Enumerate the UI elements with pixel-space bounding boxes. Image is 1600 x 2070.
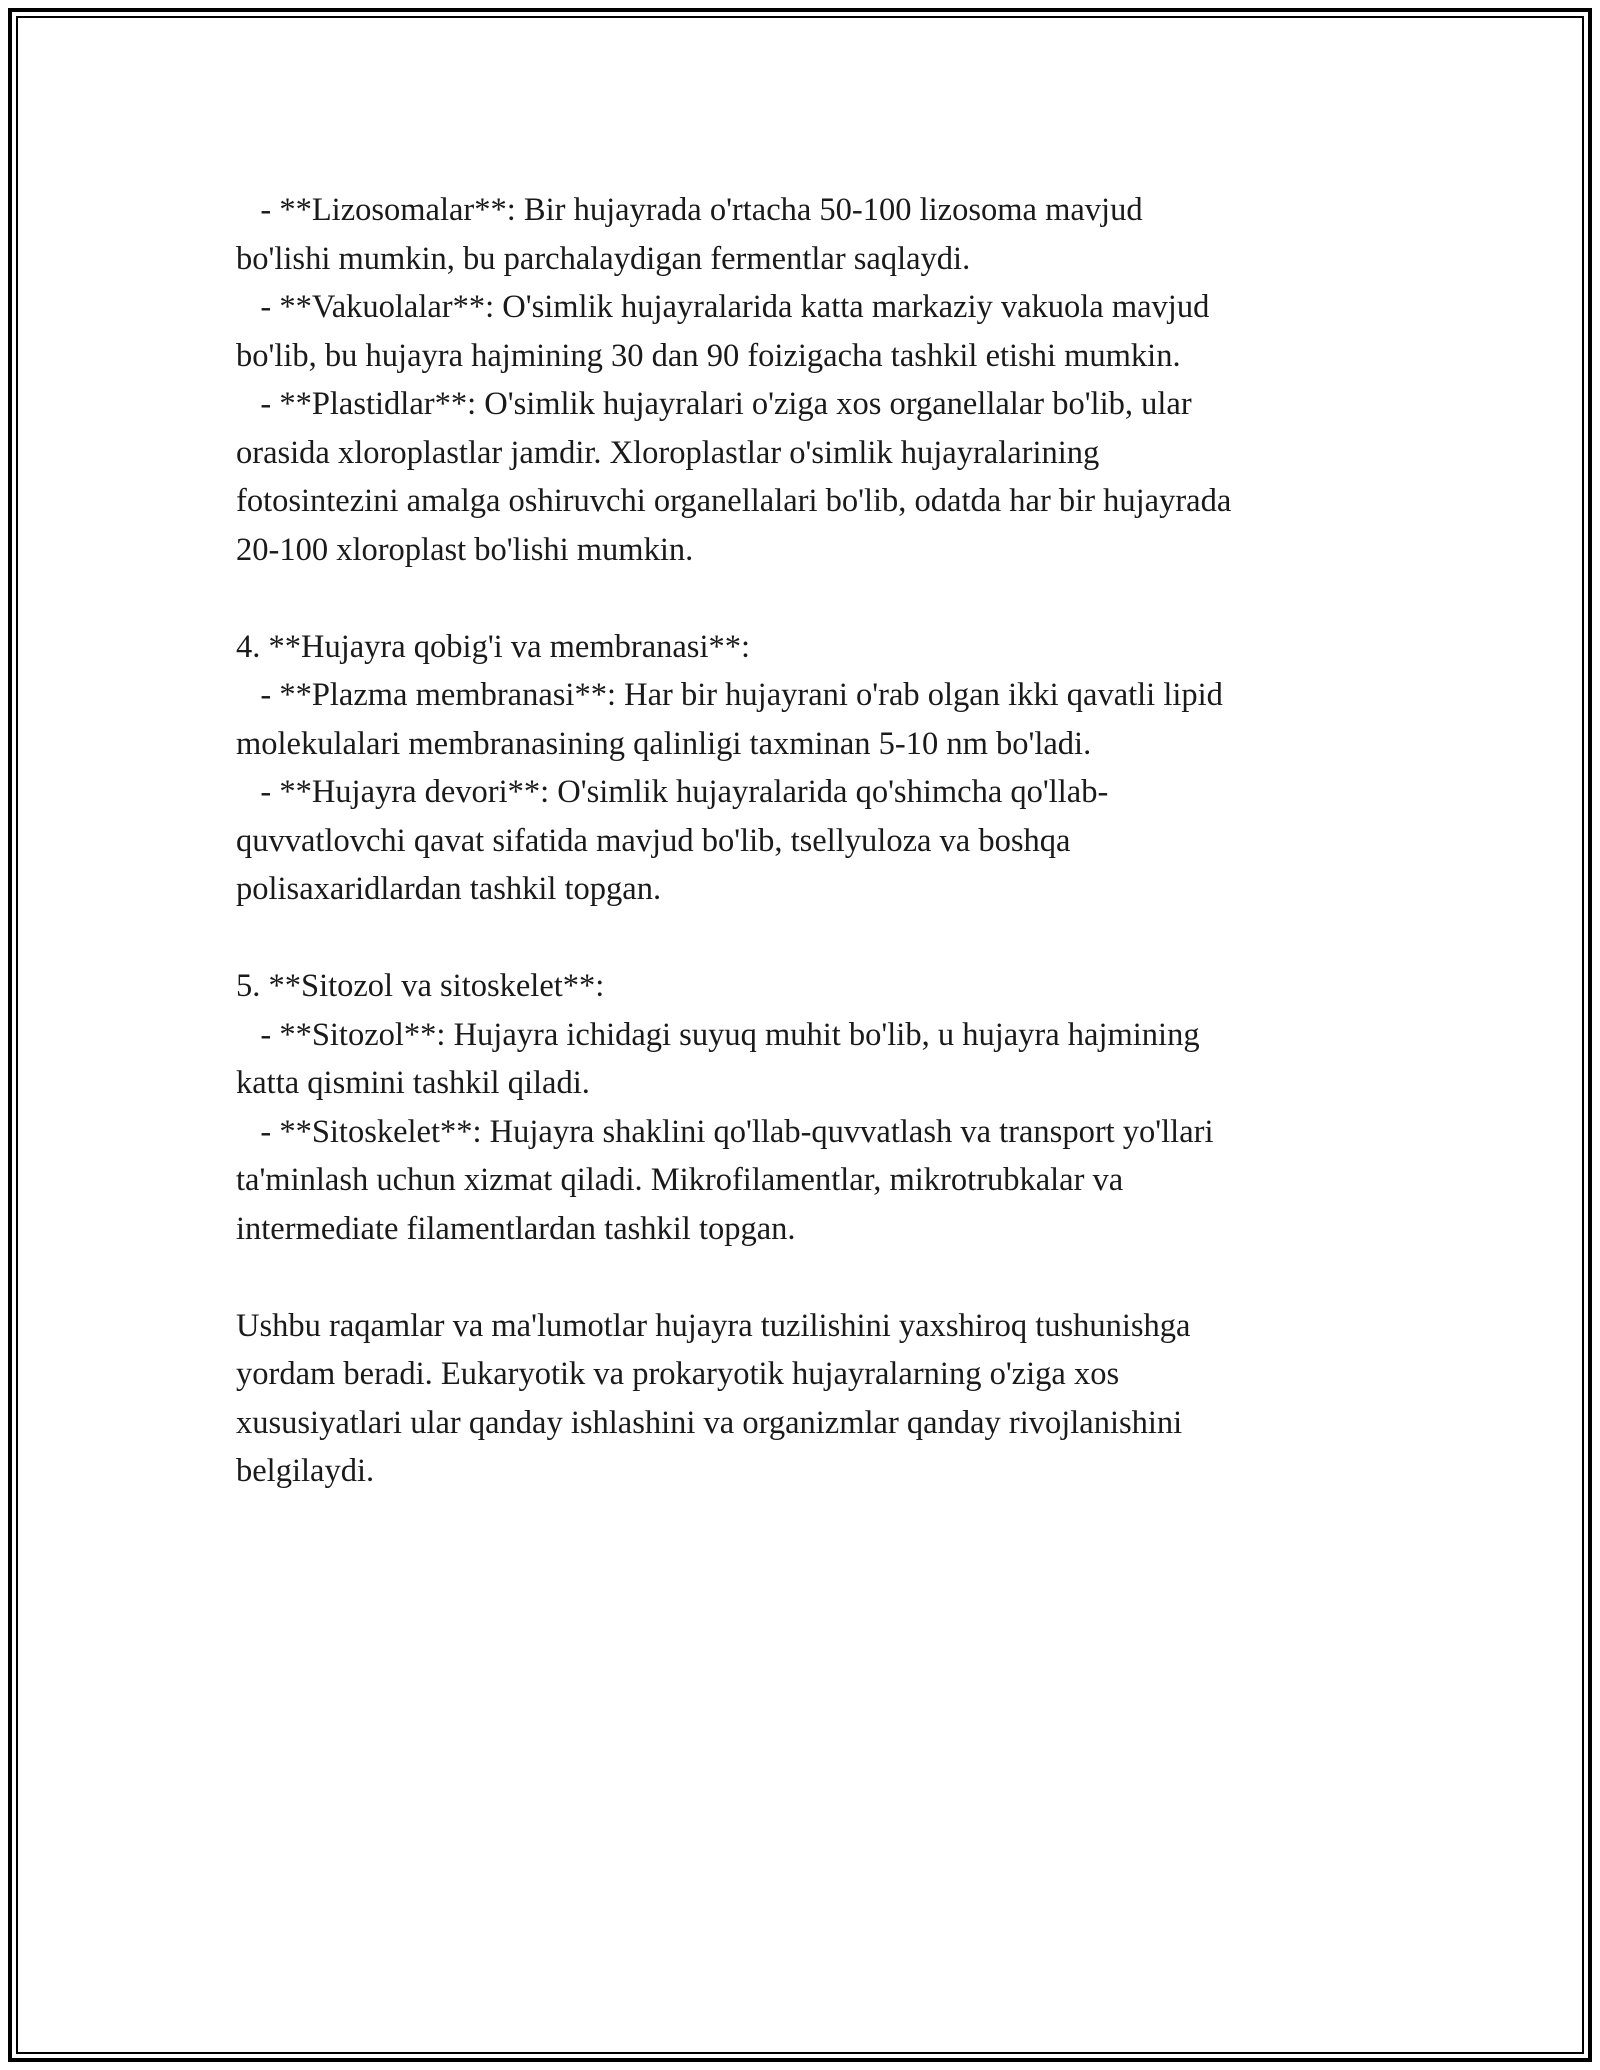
text-line: - **Sitoskelet**: Hujayra shaklini qo'llab-quvvatlash va transport yo'llari: [236, 1113, 1214, 1150]
text-line: - **Plazma membranasi**: Har bir hujayrani o'rab olgan ikki qavatli lipid: [236, 677, 1223, 713]
text-line: katta qismini tashkil qiladi.: [236, 1065, 590, 1101]
text-line: - **Vakuolalar**: O'simlik hujayralarida katta markaziy vakuola mavjud: [236, 289, 1210, 325]
text-line: bo'lishi mumkin, bu parchalaydigan fermentlar saqlaydi.: [236, 240, 971, 277]
blank-line: [236, 1253, 1396, 1302]
text-line: intermediate filamentlardan tashkil topgan.: [236, 1210, 796, 1247]
section-heading: 5. **Sitozol va sitoskelet**:: [236, 968, 605, 1004]
text-line: quvvatlovchi qavat sifatida mavjud bo'lib, tsellyuloza va boshqa: [236, 822, 1071, 859]
text-line: - **Sitozol**: Hujayra ichidagi suyuq muhit bo'lib, u hujayra hajmining: [236, 1016, 1200, 1053]
text-line: - **Lizosomalar**: Bir hujayrada o'rtacha 50-100 lizosoma mavjud: [236, 192, 1143, 228]
text-line: molekulalari membranasining qalinligi taxminan 5-10 nm bo'ladi.: [236, 725, 1092, 762]
section-heading: 4. **Hujayra qobig'i va membranasi**:: [236, 628, 751, 665]
blank-line: [236, 914, 1396, 963]
text-line: fotosintezini amalga oshiruvchi organellalari bo'lib, odatda har bir hujayrada: [236, 483, 1232, 519]
conclusion-line: belgilaydi.: [236, 1453, 375, 1489]
text-line: 20-100 xloroplast bo'lishi mumkin.: [236, 531, 694, 568]
text-line: orasida xloroplastlar jamdir. Xloroplastlar o'simlik hujayralarining: [236, 434, 1100, 471]
conclusion-line: yordam beradi. Eukaryotik va prokaryotik hujayralarning o'ziga xos: [236, 1356, 1120, 1392]
text-line: polisaxaridlardan tashkil topgan.: [236, 871, 662, 907]
text-line: - **Plastidlar**: O'simlik hujayralari o'ziga xos organellalar bo'lib, ular: [236, 386, 1192, 422]
blank-line: [236, 574, 1396, 623]
conclusion-line: Ushbu raqamlar va ma'lumotlar hujayra tuzilishini yaxshiroq tushunishga: [236, 1307, 1191, 1344]
conclusion-line: xususiyatlari ular qanday ishlashini va organizmlar qanday rivojlanishini: [236, 1404, 1183, 1441]
document-body: [236, 186, 1396, 1496]
text-line: ta'minlash uchun xizmat qiladi. Mikrofilamentlar, mikrotrubkalar va: [236, 1162, 1124, 1198]
text-line: - **Hujayra devori**: O'simlik hujayralarida qo'shimcha qo'llab-: [236, 774, 1109, 810]
text-line: bo'lib, bu hujayra hajmining 30 dan 90 foizigacha tashkil etishi mumkin.: [236, 337, 1181, 374]
